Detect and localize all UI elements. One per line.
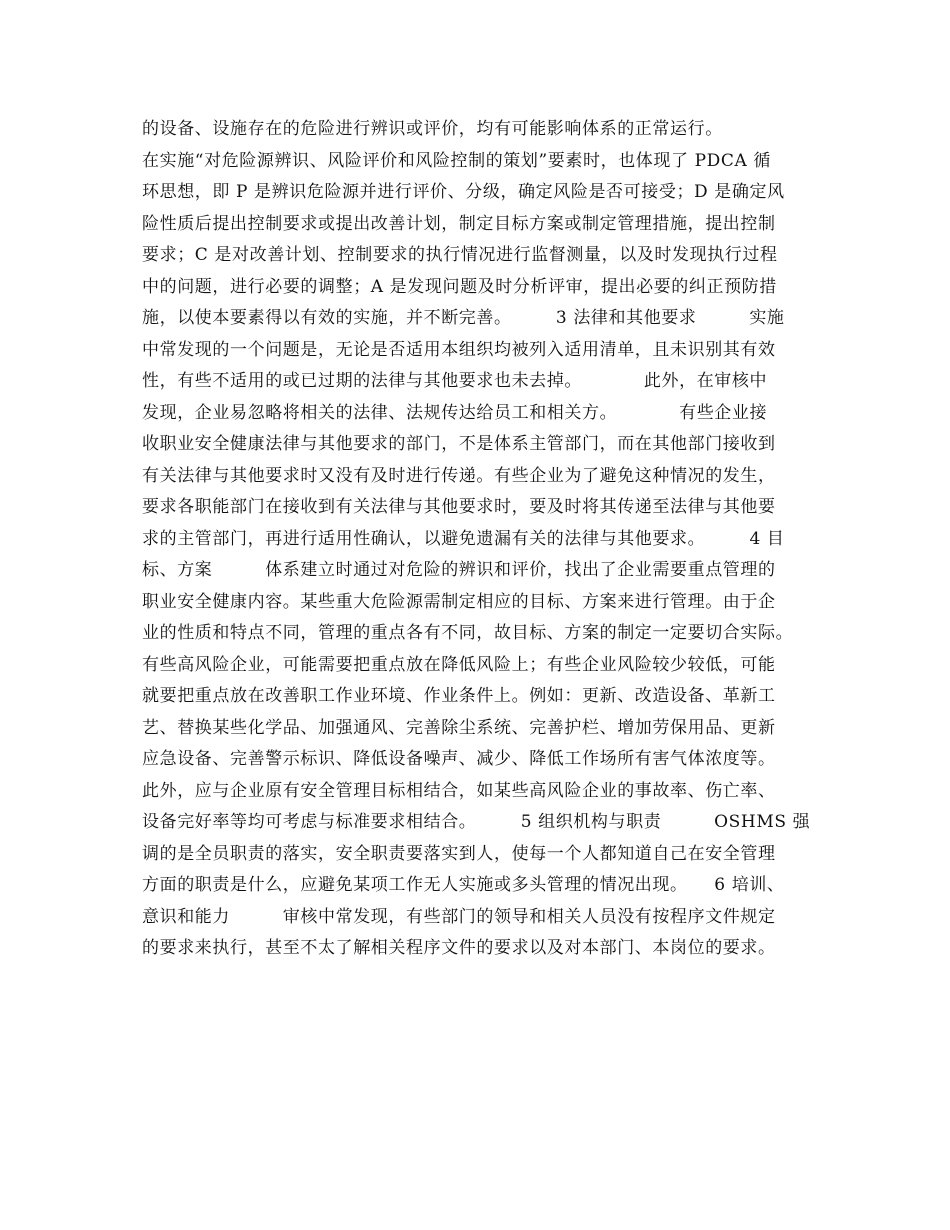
text-line: 的设备、设施存在的危险进行辨识或评价，均有可能影响体系的正常运行。 xyxy=(142,119,723,139)
text-line: 意识和能力 审核中常发现，有些部门的领导和相关人员没有按程序文件规定 xyxy=(142,906,776,927)
text-line: 发现，企业易忽略将相关的法律、法规传达给员工和相关方。 有些企业接 xyxy=(142,402,768,423)
text-line: 应急设备、完善警示标识、降低设备噪声、减少、降低工作场所有害气体浓度等。 xyxy=(142,749,776,769)
text-line: 业的性质和特点不同，管理的重点各有不同，故目标、方案的制定一定要切合实际。 xyxy=(142,623,794,643)
text-line: 在实施“对危险源辨识、风险评价和风险控制的策划”要素时，也体现了 PDCA 循 xyxy=(142,150,771,171)
text-line: 中常发现的一个问题是，无论是否适用本组织均被列入适用清单，且未识别其有效 xyxy=(142,339,776,360)
text-line: 有关法律与其他要求时又没有及时进行传递。有些企业为了避免这种情况的发生， xyxy=(142,465,776,486)
text-line: 设备完好率等均可考虑与标准要求相结合。 5 组织机构与职责 OSHMS 强 xyxy=(142,812,811,832)
text-line: 中的问题，进行必要的调整；A 是发现问题及时分析评审，提出必要的纠正预防措 xyxy=(142,276,777,297)
text-line: 性，有些不适用的或已过期的法律与其他要求也未去掉。 此外，在审核中 xyxy=(142,371,768,391)
text-line: 标、方案 体系建立时通过对危险的辨识和评价，找出了企业需要重点管理的 xyxy=(142,560,776,580)
body-text xyxy=(142,114,822,965)
text-line: 求的主管部门，再进行适用性确认，以避免遗漏有关的法律与其他要求。 4 目 xyxy=(142,528,785,549)
text-line: 有些高风险企业，可能需要把重点放在降低风险上；有些企业风险较少较低，可能 xyxy=(142,654,776,675)
text-line: 收职业安全健康法律与其他要求的部门，不是体系主管部门，而在其他部门接收到 xyxy=(142,434,776,454)
text-line: 就要把重点放在改善职工作业环境、作业条件上。例如：更新、改造设备、革新工 xyxy=(142,686,776,706)
text-line: 的要求来执行，甚至不太了解相关程序文件的要求以及对本部门、本岗位的要求。 xyxy=(142,938,776,958)
text-line: 调的是全员职责的落实，安全职责要落实到人，使每一个人都知道自己在安全管理 xyxy=(142,843,776,864)
text-line: 施，以使本要素得以有效的实施，并不断完善。 3 法律和其他要求 实施 xyxy=(142,308,785,328)
text-line: 职业安全健康内容。某些重大危险源需制定相应的目标、方案来进行管理。由于企 xyxy=(142,591,776,612)
text-line: 环思想，即 P 是辨识危险源并进行评价、分级，确定风险是否可接受；D 是确定风 xyxy=(142,182,785,202)
text-line: 艺、替换某些化学品、加强通风、完善除尘系统、完善护栏、增加劳保用品、更新 xyxy=(142,717,776,738)
text-line: 要求；C 是对改善计划、控制要求的执行情况进行监督测量，以及时发现执行过程 xyxy=(142,245,778,265)
text-line: 方面的职责是什么，应避免某项工作无人实施或多头管理的情况出现。 6 培训、 xyxy=(142,875,785,895)
text-line: 此外，应与企业原有安全管理目标相结合，如某些高风险企业的事故率、伤亡率、 xyxy=(142,780,776,801)
text-line: 险性质后提出控制要求或提出改善计划，制定目标方案或制定管理措施，提出控制 xyxy=(142,213,776,234)
text-line: 要求各职能部门在接收到有关法律与其他要求时，要及时将其传递至法律与其他要 xyxy=(142,497,776,517)
